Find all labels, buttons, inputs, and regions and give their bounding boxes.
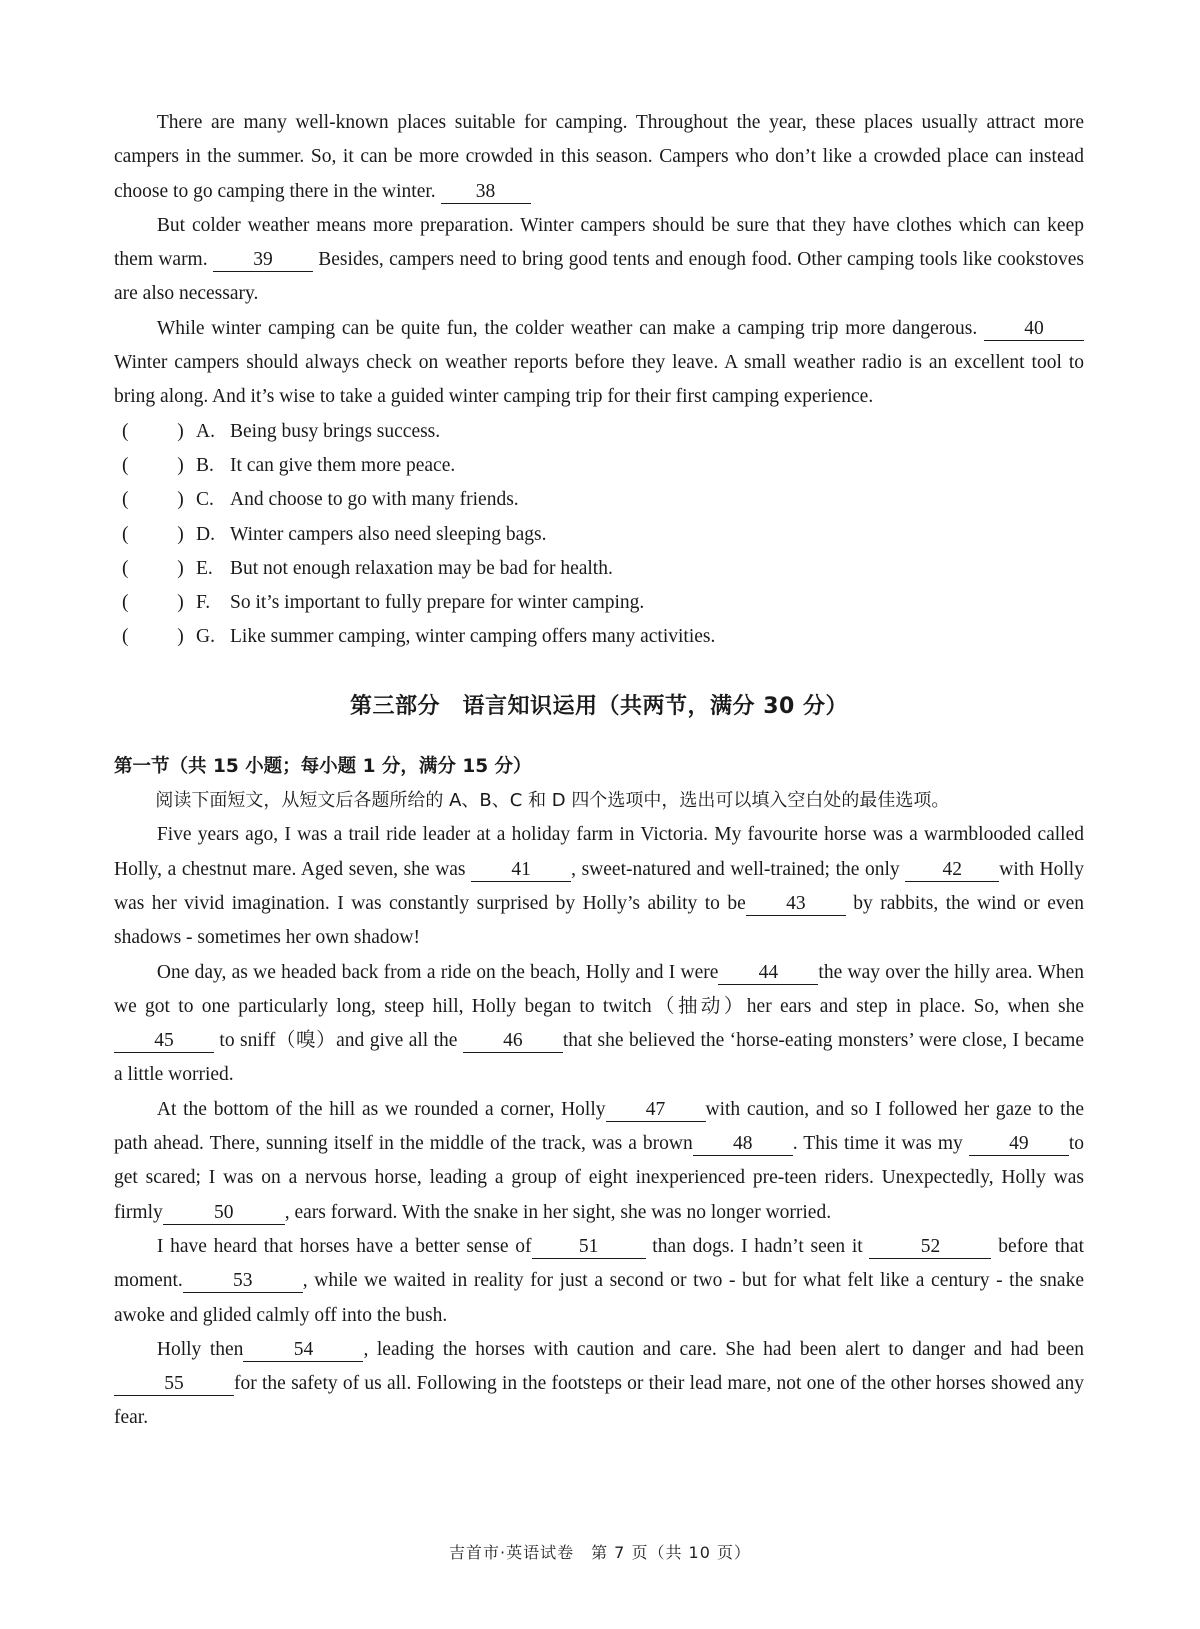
paragraph-text: But colder weather means more preparation. Winter campers should be sure that they have clothes which can keep them warm.: [114, 214, 1084, 271]
option-letter: E.: [196, 557, 213, 579]
paragraph-text: While winter camping can be quite fun, the colder weather can make a camping trip more dangerous.: [156, 317, 984, 339]
paragraph-text: Holly then: [156, 1338, 244, 1360]
option-letter: B.: [196, 454, 214, 476]
option-text: It can give them more peace.: [230, 454, 456, 476]
blank-42: 42: [905, 859, 999, 882]
option-g: [114, 620, 1084, 654]
answer-parentheses: ( ): [122, 523, 184, 545]
passage-b-paragraph-1: [114, 818, 1084, 955]
passage-b-paragraph-4: [114, 1230, 1084, 1333]
answer-parentheses: ( ): [122, 489, 184, 511]
blank-39: 39: [213, 249, 313, 272]
blank-47: 47: [606, 1099, 706, 1122]
paragraph-text: . This time it was my: [792, 1133, 969, 1155]
answer-options-list: [114, 415, 1084, 655]
blank-55: 55: [114, 1373, 234, 1396]
paragraph-text: with caution, and so I followed her gaze to the path ahead. There, sunning itself in the middle of the track, was a brown: [114, 1098, 1084, 1155]
paragraph-text: than dogs. I hadn’t seen it: [645, 1235, 870, 1257]
blank-52: 52: [869, 1236, 991, 1259]
blank-43: 43: [746, 893, 846, 916]
paragraph-text: to get scared; I was on a nervous horse, leading a group of eight inexperienced pre-teen riders. Unexpectedly, Holly was firmly: [114, 1133, 1084, 1223]
blank-50: 50: [163, 1202, 285, 1225]
option-a: [114, 415, 1084, 449]
passage-a-paragraph-2: [114, 209, 1084, 312]
answer-parentheses: ( ): [122, 420, 184, 442]
blank-44: 44: [718, 962, 818, 985]
page-footer: 吉首市·英语试卷 第 7 页（共 10 页）: [449, 1543, 751, 1562]
option-letter: G.: [196, 626, 215, 648]
answer-parentheses: ( ): [122, 454, 184, 476]
option-d: [114, 518, 1084, 552]
paragraph-text: I have heard that horses have a better sense of: [156, 1235, 532, 1257]
paragraph-text: by rabbits, the wind or even shadows - sometimes her own shadow!: [114, 892, 1085, 949]
option-letter: C.: [196, 489, 214, 511]
option-b: [114, 449, 1084, 483]
paragraph-text: Winter campers should always check on weather reports before they leave. A small weather radio is an excellent tool to bring along. And it’s wise to take a guided winter camping trip for their first camping experience.: [114, 352, 1084, 408]
option-letter: F.: [196, 592, 211, 614]
paragraph-text: Besides, campers need to bring good tents and enough food. Other camping tools like cookstoves are also necessary.: [114, 249, 1084, 305]
paragraph-text: to sniff（嗅）and give all the: [214, 1030, 463, 1052]
option-text: And choose to go with many friends.: [230, 489, 519, 511]
blank-53: 53: [183, 1270, 303, 1293]
option-text: So it’s important to fully prepare for winter camping.: [230, 592, 645, 614]
blank-54: 54: [243, 1339, 363, 1362]
paragraph-text: with Holly was her vivid imagination. I was constantly surprised by Holly’s ability to be: [114, 858, 1084, 914]
paragraph-text: , ears forward. With the snake in her sight, she was no longer worried.: [284, 1201, 832, 1223]
passage-b-paragraph-3: [114, 1093, 1084, 1230]
passage-b-paragraph-2: [114, 956, 1084, 1093]
paragraph-text: Five years ago, I was a trail ride leader at a holiday farm in Victoria. My favourite horse was a warmblooded called Holly, a chestnut mare. Aged seven, she was: [114, 824, 1084, 880]
option-text: Winter campers also need sleeping bags.: [230, 523, 547, 545]
paragraph-text: , while we waited in reality for just a second or two - but for what felt like a century - the snake awoke and glided calmly off into the bush.: [114, 1270, 1084, 1326]
paragraph-text: , sweet-natured and well-trained; the only: [571, 858, 906, 880]
option-text: Being busy brings success.: [230, 420, 441, 442]
passage-a-paragraph-1: [114, 106, 1084, 209]
passage-a-paragraph-3: [114, 312, 1084, 415]
option-e: [114, 552, 1084, 586]
paragraph-text: that she believed the ‘horse-eating monsters’ were close, I became a little worried.: [114, 1030, 1085, 1086]
instruction-text: 阅读下面短文，从短文后各题所给的 A、B、C 和 D 四个选项中，选出可以填入空白处的最佳选项。: [155, 790, 950, 812]
option-letter: A.: [196, 420, 215, 442]
option-text: Like summer camping, winter camping offers many activities.: [230, 626, 716, 648]
blank-49: 49: [969, 1133, 1069, 1156]
passage-b-paragraph-5: [114, 1333, 1084, 1436]
exam-page: [114, 106, 1084, 1436]
blank-38: 38: [441, 181, 531, 204]
paragraph-text: for the safety of us all. Following in the footsteps or their lead mare, not one of the other horses showed any fear.: [114, 1373, 1084, 1429]
option-text: But not enough relaxation may be bad for health.: [230, 557, 613, 579]
paragraph-text: At the bottom of the hill as we rounded a corner, Holly: [156, 1098, 606, 1120]
blank-46: 46: [463, 1030, 563, 1053]
blank-48: 48: [693, 1133, 793, 1156]
answer-parentheses: ( ): [122, 557, 184, 579]
option-f: [114, 586, 1084, 620]
option-c: [114, 483, 1084, 517]
option-letter: D.: [196, 523, 215, 545]
blank-41: 41: [471, 859, 571, 882]
blank-51: 51: [532, 1236, 646, 1259]
answer-parentheses: ( ): [122, 592, 184, 614]
section-title: 第一节（共 15 小题；每小题 1 分，满分 15 分）: [114, 755, 532, 777]
blank-45: 45: [114, 1030, 214, 1053]
answer-parentheses: ( ): [122, 626, 184, 648]
paragraph-text: before that moment.: [114, 1235, 1084, 1292]
part-title: 第三部分 语言知识运用（共两节，满分 30 分）: [350, 693, 848, 719]
paragraph-text: , leading the horses with caution and care. She had been alert to danger and had been: [363, 1338, 1084, 1360]
paragraph-text: the way over the hilly area. When we got to one particularly long, steep hill, Holly began to twitch（抽动）her ears and step in place. So, when she: [114, 961, 1085, 1017]
paragraph-text: There are many well-known places suitable for camping. Throughout the year, these places usually attract more campers in the summer. So, it can be more crowded in this season. Campers who don’t like a crowded place can instead choose to go camping there in the winter.: [114, 112, 1084, 202]
paragraph-text: One day, as we headed back from a ride on the beach, Holly and I were: [156, 961, 719, 983]
blank-40: 40: [984, 318, 1084, 341]
